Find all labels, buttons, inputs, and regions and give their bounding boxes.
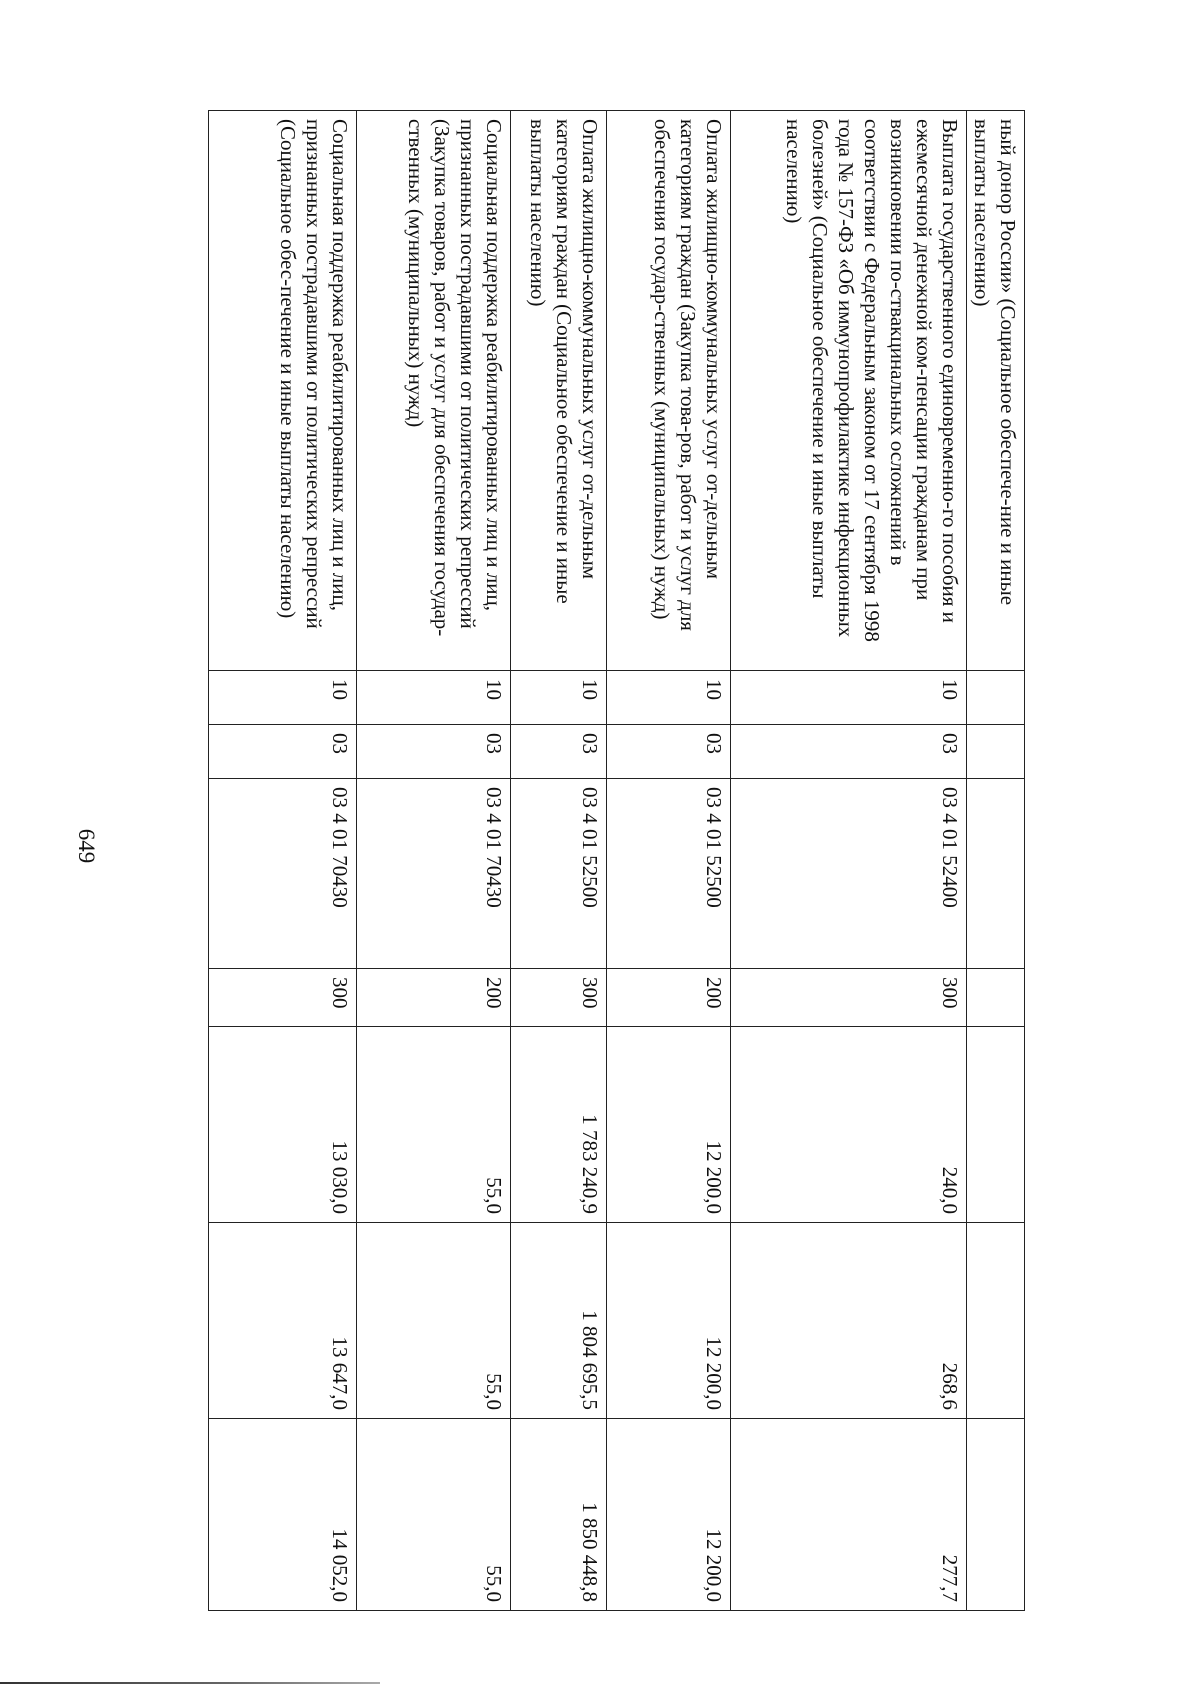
row-amount-year2: 268,6 (731, 1223, 967, 1419)
table-row (607, 111, 731, 1611)
row-amount-year2: 13 647,0 (209, 1223, 357, 1419)
row-amount-year1: 240,0 (731, 1027, 967, 1223)
row-description: Оплата жилищно-коммунальных услуг от-дельным категориям граждан (Социальное обеспечение и иные выплаты населению) (511, 111, 607, 671)
row-description: Социальная поддержка реабилитированных лиц и лиц, признанных пострадавшими от политических репрессий (Социальное обес-печение и иные выплаты населению) (209, 111, 357, 671)
row-subsection (967, 725, 1025, 779)
row-amount-year1 (967, 1027, 1025, 1223)
row-subsection: 03 (511, 725, 607, 779)
row-amount-year1: 12 200,0 (607, 1027, 731, 1223)
row-section: 10 (209, 671, 357, 725)
row-amount-year3: 55,0 (357, 1419, 511, 1611)
row-section: 10 (511, 671, 607, 725)
row-expense-type: 200 (607, 969, 731, 1027)
row-expense-type (967, 969, 1025, 1027)
row-expense-type: 300 (511, 969, 607, 1027)
row-amount-year2: 55,0 (357, 1223, 511, 1419)
row-target-article: 03 4 01 52500 (607, 779, 731, 969)
row-section: 10 (607, 671, 731, 725)
page-number: 649 (74, 828, 99, 864)
row-description: Социальная поддержка реабилитированных лиц и лиц, признанных пострадавшими от политических репрессий (Закупка товаров, работ и услуг для обеспечения государ-ственных (муниципальных) нужд) (357, 111, 511, 671)
row-amount-year3: 12 200,0 (607, 1419, 731, 1611)
row-subsection: 03 (607, 725, 731, 779)
row-subsection: 03 (209, 725, 357, 779)
table-row (967, 111, 1025, 1611)
row-amount-year3 (967, 1419, 1025, 1611)
row-amount-year3: 277,7 (731, 1419, 967, 1611)
row-target-article: 03 4 01 70430 (357, 779, 511, 969)
row-section (967, 671, 1025, 725)
row-description: Оплата жилищно-коммунальных услуг от-дельным категориям граждан (Закупка това-ров, работ и услуг для обеспечения государ-ственных (муниципальных) нужд) (607, 111, 731, 671)
row-amount-year1: 1 783 240,9 (511, 1027, 607, 1223)
table-row (357, 111, 511, 1611)
row-target-article: 03 4 01 52500 (511, 779, 607, 969)
row-subsection: 03 (357, 725, 511, 779)
row-expense-type: 200 (357, 969, 511, 1027)
row-amount-year3: 1 850 448,8 (511, 1419, 607, 1611)
table-row (731, 111, 967, 1611)
budget-table (208, 110, 1025, 1611)
budget-table-rotated (210, 110, 1025, 1610)
row-amount-year2 (967, 1223, 1025, 1419)
row-amount-year1: 13 030,0 (209, 1027, 357, 1223)
row-description: ный донор России» (Социальное обеспече-ние и иные выплаты населению) (967, 111, 1025, 671)
row-target-article: 03 4 01 52400 (731, 779, 967, 969)
scan-edge-line (0, 1682, 380, 1684)
row-amount-year1: 55,0 (357, 1027, 511, 1223)
table-row (511, 111, 607, 1611)
row-section: 10 (357, 671, 511, 725)
table-row (209, 111, 357, 1611)
row-expense-type: 300 (209, 969, 357, 1027)
row-amount-year2: 12 200,0 (607, 1223, 731, 1419)
row-expense-type: 300 (731, 969, 967, 1027)
row-subsection: 03 (731, 725, 967, 779)
row-amount-year2: 1 804 695,5 (511, 1223, 607, 1419)
row-section: 10 (731, 671, 967, 725)
row-target-article (967, 779, 1025, 969)
row-description: Выплата государственного единовременно-го пособия и ежемесячной денежной ком-пенсации гражданам при возникновении по-ствакцинальных осложнений в соответствии с Федеральным законом от 17 сентября 1998 года № 157-ФЗ «Об иммунопрофилактике инфекционных болезней» (Социальное обеспечение и иные выплаты населению) (731, 111, 967, 671)
row-target-article: 03 4 01 70430 (209, 779, 357, 969)
row-amount-year3: 14 052,0 (209, 1419, 357, 1611)
